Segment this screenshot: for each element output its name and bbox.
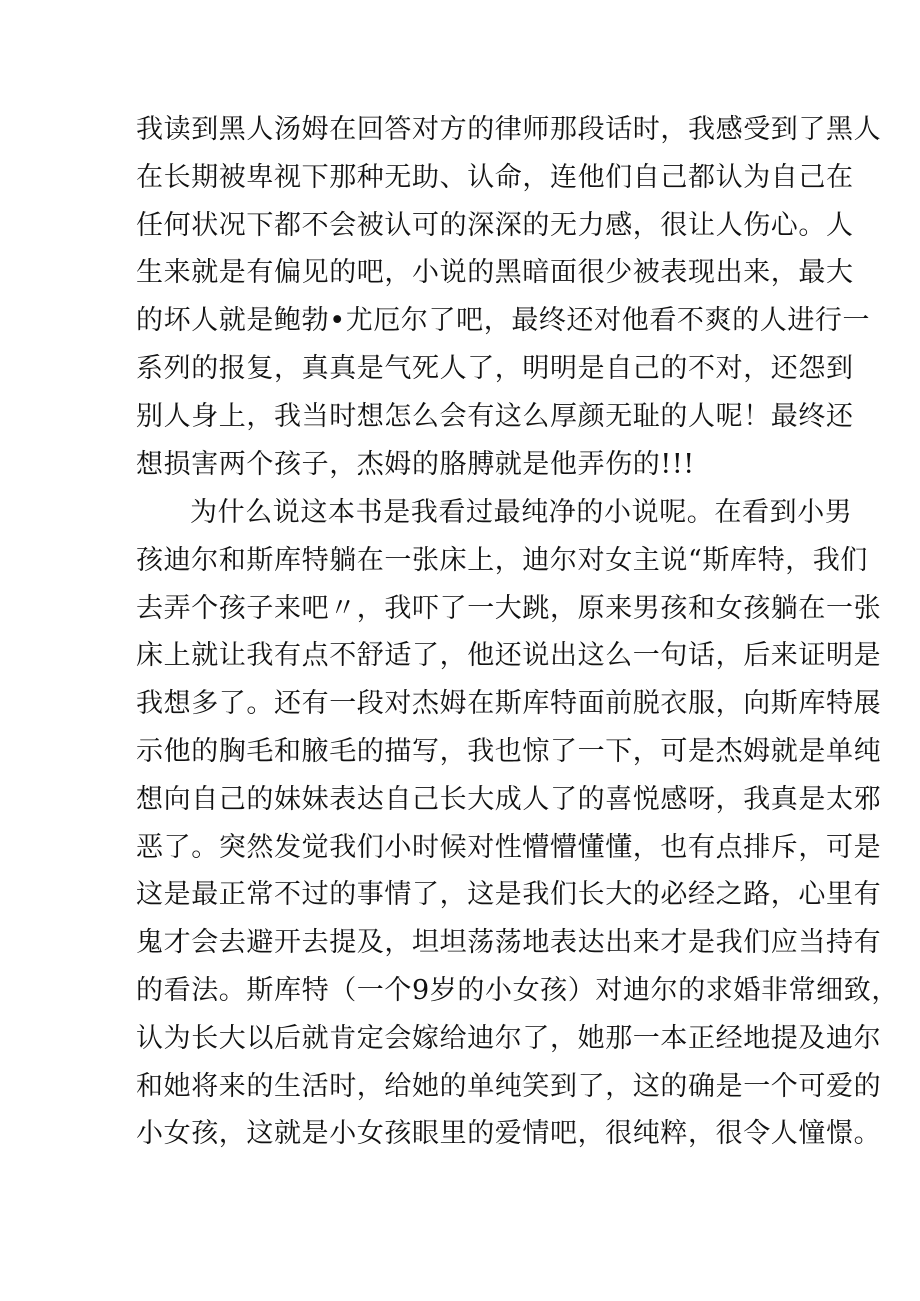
paragraph-line: 恶了。突然发觉我们小时候对性懵懵懂懂，也有点排斥，可是 <box>136 831 882 863</box>
paragraph-line: 床上就让我有点不舒适了，他还说出这么一句话，后来证明是 <box>136 640 882 672</box>
paragraph-line: 为什么说这本书是我看过最纯净的小说呢。在看到小男 <box>190 497 853 528</box>
paragraph-line: 示他的胸毛和腋毛的描写，我也惊了一下，可是杰姆就是单纯 <box>136 735 882 767</box>
paragraph-2 <box>136 489 899 1158</box>
paragraph-line: 小女孩，这就是小女孩眼里的爱情吧，很纯粹，很令人憧憬。 <box>136 1118 882 1150</box>
paragraph-line: 鬼才会去避开去提及，坦坦荡荡地表达出来才是我们应当持有 <box>136 927 882 959</box>
paragraph-line: 想向自己的妹妹表达自己长大成人了的喜悦感呀，我真是太邪 <box>136 783 882 815</box>
paragraph-line: 的看法。斯库特（一个9岁的小女孩）对迪尔的求婚非常细致， <box>136 974 899 1006</box>
paragraph-line: 孩迪尔和斯库特躺在一张床上，迪尔对女主说“斯库特，我们 <box>136 544 869 576</box>
paragraph-line: 在长期被卑视下那种无助、认命，连他们自己都认为自己在 <box>136 161 854 193</box>
paragraph-line: 系列的报复，真真是气死人了，明明是自己的不对，还怨到 <box>136 352 854 384</box>
paragraph-line: 生来就是有偏见的吧，小说的黑暗面很少被表现出来，最大 <box>136 257 854 289</box>
paragraph-line: 我读到黑人汤姆在回答对方的律师那段话时，我感受到了黑人 <box>136 114 882 145</box>
paragraph-line: 和她将来的生活时，给她的单纯笑到了，这的确是一个可爱的 <box>136 1070 882 1102</box>
paragraph-line: 这是最正常不过的事情了，这是我们长大的必经之路，心里有 <box>136 879 882 911</box>
paragraph-line: 任何状况下都不会被认可的深深的无力感，很让人伤心。人 <box>136 209 854 241</box>
paragraph-line: 认为长大以后就肯定会嫁给迪尔了，她那一本正经地提及迪尔 <box>136 1022 882 1054</box>
paragraph-line: 我想多了。还有一段对杰姆在斯库特面前脱衣服，向斯库特展 <box>136 688 882 720</box>
paragraph-1 <box>136 106 882 488</box>
paragraph-line: 的坏人就是鲍勃•尤厄尔了吧，最终还对他看不爽的人进行一 <box>136 305 871 337</box>
paragraph-line: 想损害两个孩子，杰姆的胳膊就是他弄伤的!!! <box>136 448 695 480</box>
paragraph-line: 去弄个孩子来吧〃，我吓了一大跳，原来男孩和女孩躺在一张 <box>136 592 882 624</box>
paragraph-line: 别人身上，我当时想怎么会有这么厚颜无耻的人呢！最终还 <box>136 400 854 432</box>
